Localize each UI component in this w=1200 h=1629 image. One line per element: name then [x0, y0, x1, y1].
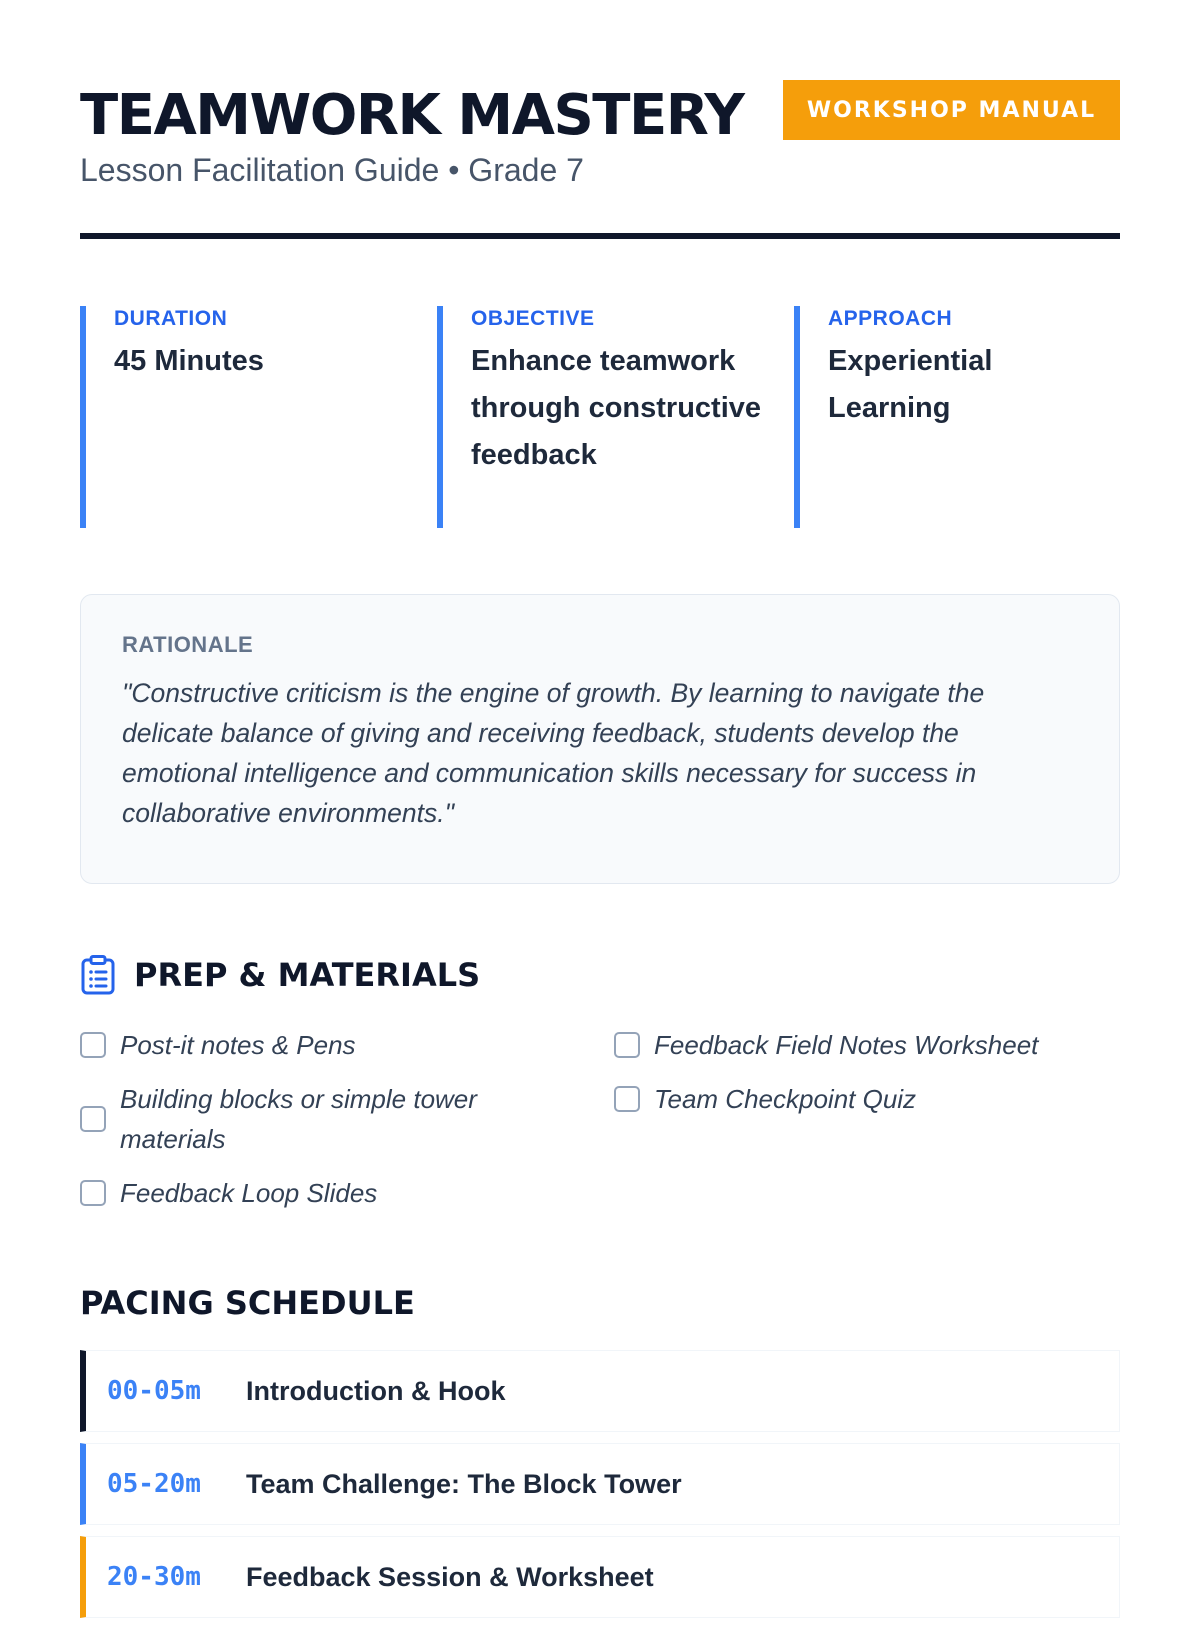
header-divider	[80, 233, 1120, 239]
schedule-title: Team Challenge: The Block Tower	[246, 1468, 682, 1499]
material-checkbox[interactable]	[614, 1032, 640, 1058]
pacing-schedule-heading	[80, 1278, 415, 1328]
schedule-row	[80, 1443, 1120, 1525]
schedule-row	[80, 1536, 1120, 1618]
schedule-title: Feedback Session & Worksheet	[246, 1561, 654, 1592]
schedule-time: 00-05m	[107, 1376, 201, 1406]
rationale-quote: "Constructive criticism is the engine of growth. By learning to navigate the delicate balance of giving and receiving feedback, students develop the emotional intelligence and communication skills necessary for success in collaborative environments."	[122, 678, 985, 828]
material-label: Post-it notes & Pens	[120, 1030, 356, 1060]
material-label: Feedback Field Notes Worksheet	[654, 1030, 1039, 1060]
workshop-manual-badge: WORKSHOP MANUAL	[783, 80, 1120, 140]
material-checkbox[interactable]	[80, 1032, 106, 1058]
material-checkbox[interactable]	[80, 1180, 106, 1206]
header	[80, 0, 1120, 240]
section-title: PREP & MATERIALS	[134, 956, 481, 994]
schedule-time: 05-20m	[107, 1469, 201, 1499]
rationale-card	[80, 594, 1120, 884]
material-item[interactable]	[80, 1025, 570, 1065]
lesson-meta	[80, 306, 1120, 528]
page-title: TEAMWORK MASTERY	[80, 83, 744, 148]
materials-column-left	[80, 1025, 570, 1227]
material-item[interactable]	[80, 1173, 570, 1213]
material-label: Building blocks or simple tower materials	[120, 1084, 477, 1154]
schedule-time: 20-30m	[107, 1562, 201, 1592]
schedule-title: Introduction & Hook	[246, 1375, 506, 1406]
material-label: Team Checkpoint Quiz	[654, 1084, 917, 1114]
material-item[interactable]	[614, 1079, 1104, 1119]
meta-approach	[794, 306, 1120, 528]
material-item[interactable]	[80, 1079, 540, 1159]
meta-objective	[437, 306, 763, 528]
material-checkbox[interactable]	[614, 1086, 640, 1112]
schedule-row	[80, 1350, 1120, 1432]
material-item[interactable]	[614, 1025, 1104, 1065]
meta-value: 45 Minutes	[114, 345, 264, 377]
meta-label: OBJECTIVE	[471, 307, 595, 330]
pacing-schedule	[80, 1350, 1120, 1629]
meta-duration	[80, 306, 406, 528]
rationale-label: RATIONALE	[122, 632, 254, 657]
meta-label: APPROACH	[828, 307, 953, 330]
prep-materials-heading	[80, 950, 480, 1000]
material-checkbox[interactable]	[80, 1106, 106, 1132]
lesson-guide-page	[80, 0, 1120, 1592]
meta-value: Enhance teamwork through constructive feedback	[471, 345, 762, 471]
page-subtitle: Lesson Facilitation Guide • Grade 7	[80, 152, 584, 188]
section-title: PACING SCHEDULE	[80, 1284, 415, 1322]
clipboard-icon	[80, 955, 116, 995]
meta-label: DURATION	[114, 307, 228, 330]
materials-column-right	[614, 1025, 1104, 1133]
material-label: Feedback Loop Slides	[120, 1178, 378, 1208]
meta-value: Experiential Learning	[828, 345, 993, 424]
